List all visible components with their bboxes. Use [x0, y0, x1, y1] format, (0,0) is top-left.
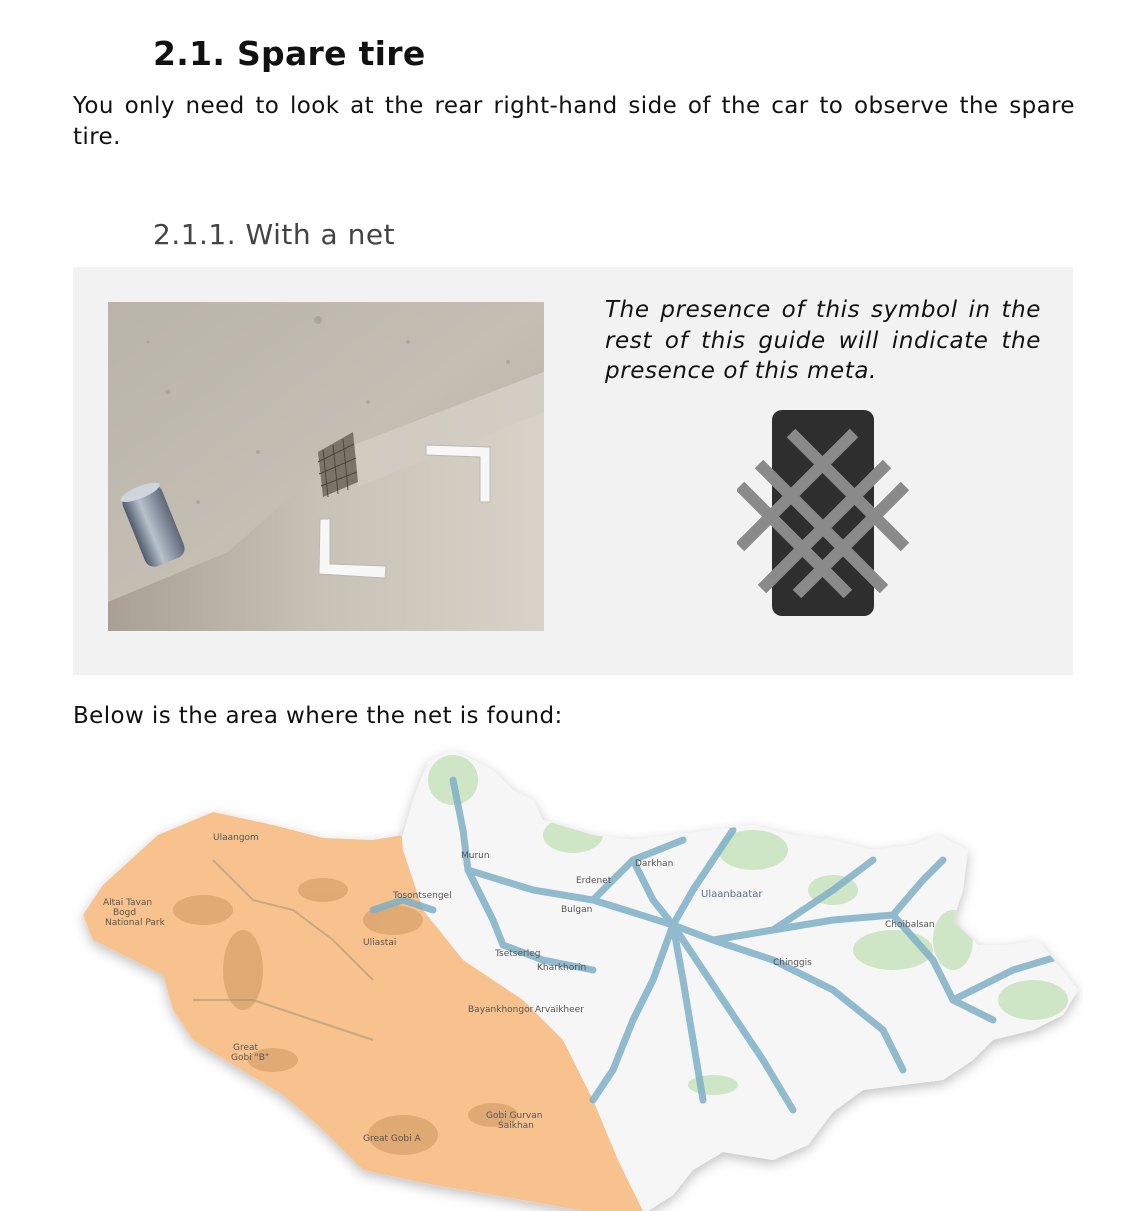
svg-text:Arvaikheer: Arvaikheer — [535, 1005, 584, 1015]
svg-text:Bayankhongor: Bayankhongor — [468, 1005, 534, 1015]
svg-text:Erdenet: Erdenet — [576, 876, 612, 886]
svg-text:Gobi "B": Gobi "B" — [231, 1053, 270, 1063]
capital-label: Ulaanbaatar — [701, 889, 763, 900]
meta-panel — [73, 267, 1073, 675]
svg-text:Gobi Gurvan: Gobi Gurvan — [486, 1111, 543, 1121]
tire-shape — [772, 410, 874, 616]
svg-text:Ulaangom: Ulaangom — [213, 833, 259, 843]
svg-text:Great: Great — [233, 1043, 259, 1053]
section-title: 2.1. Spare tire — [153, 34, 426, 73]
area-caption: Below is the area where the net is found: — [73, 703, 563, 729]
svg-text:Tosontsengel: Tosontsengel — [393, 891, 452, 901]
svg-text:Bogd: Bogd — [113, 908, 137, 918]
svg-text:National Park: National Park — [105, 918, 165, 928]
spare-tire-net-photo — [108, 302, 544, 631]
mongolia-map — [73, 740, 1083, 1211]
svg-text:Tsetserleg: Tsetserleg — [495, 949, 541, 959]
subsection-title: 2.1.1. With a net — [153, 218, 396, 251]
svg-text:Great Gobi A: Great Gobi A — [363, 1134, 421, 1144]
svg-text:Kharkhorin: Kharkhorin — [537, 963, 587, 973]
svg-text:Saikhan: Saikhan — [498, 1121, 534, 1131]
svg-text:Murun: Murun — [461, 851, 490, 861]
svg-text:Darkhan: Darkhan — [635, 859, 674, 869]
tire-net-icon — [737, 407, 909, 619]
svg-text:Choibalsan: Choibalsan — [885, 920, 935, 930]
svg-text:Altai Tavan: Altai Tavan — [103, 898, 153, 908]
svg-text:Uliastai: Uliastai — [363, 938, 397, 948]
symbol-note: The presence of this symbol in the rest of this guide will indicate the presence of this meta. — [605, 297, 1041, 384]
svg-text:Chinggis: Chinggis — [773, 958, 812, 968]
intro-paragraph: You only need to look at the rear right-hand side of the car to observe the spare tire. — [73, 93, 1075, 150]
svg-text:Bulgan: Bulgan — [561, 905, 593, 915]
